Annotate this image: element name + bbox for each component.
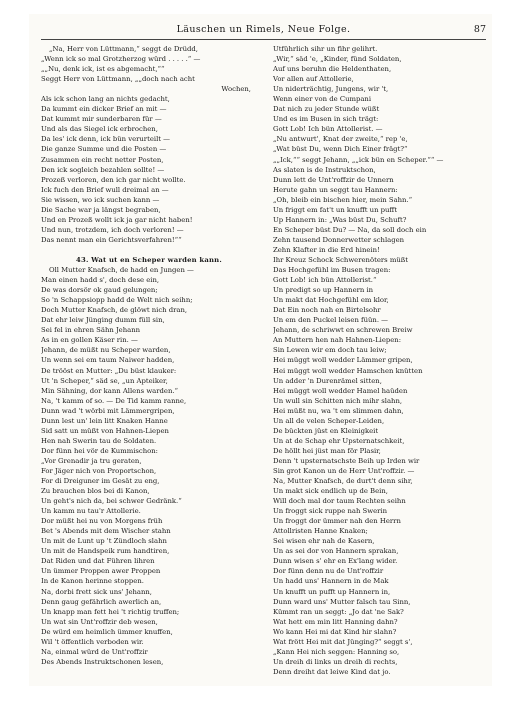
- text-line: Up Hannern in: „Was büst Du, Schuft?: [273, 215, 407, 224]
- text-line: Dor fünn hei vör de Kummischon:: [41, 446, 158, 455]
- text-line: Un dreih di links un dreih di rechts,: [273, 657, 398, 666]
- text-line: Wo kann Hei mi dat Kind hir slahn?: [273, 627, 397, 636]
- text-line: Gott Lob! ich bün Attollerist.“: [273, 276, 377, 285]
- text-line: As in en gollen Käser rin. —: [41, 336, 138, 345]
- text-line: So 'n Schappsiopp hadd de Welt nich seihn;: [41, 296, 193, 305]
- text-line: Dat Riden und dat Führen lihren: [41, 557, 155, 566]
- text-line: „Kann Hei nich seggen: Hanning so,: [273, 647, 400, 656]
- text-line: Das Hochgefühl im Busen tragen:: [273, 266, 391, 275]
- text-line: Un makt sick endlich up de Bein,: [273, 487, 388, 496]
- text-line: Sin Lewen wir em doch tau leiw;: [273, 346, 387, 355]
- text-line: Un knufft un pufft up Hannern in,: [273, 587, 391, 596]
- text-line: Un em den Puckel leisen füün. —: [273, 316, 389, 325]
- text-line: „Nu antwurt', Knat der zweite,“ rep 'e,: [273, 135, 408, 144]
- text-line: Oll Mutter Knafsch, de hadd en Jungen —: [49, 266, 194, 275]
- right-column: [273, 44, 487, 677]
- text-line: „Oh, bleib ein bischen hier, mein Sahn.“: [273, 195, 413, 204]
- text-line: Und en Prozeß wollt ick ja gar nicht haben!: [41, 215, 193, 224]
- text-line: [41, 245, 257, 255]
- running-title: Läuschen un Rimels, Neue Folge.: [176, 24, 351, 35]
- text-line: Ihr Kreuz Schock Schwerenöters müßt: [273, 255, 409, 264]
- text-line: Dat ehr leiw Jünging dumm füll sin,: [41, 316, 165, 325]
- text-line: Dor fünn denn nu de Unt'roffzir: [273, 567, 384, 576]
- text-line: In de Kanon herinne stoppen.: [41, 577, 144, 586]
- text-line: Un adder 'n Durenrämel sitten,: [273, 376, 382, 385]
- text-line: Dat Ein noch nah en Birtelsohr: [273, 306, 381, 315]
- text-line: Un ümmer Proppen awer Proppen: [41, 567, 161, 576]
- text-line: Un kamm nu tau'r Attollerie.: [41, 507, 141, 516]
- text-line: „„Ick,““ seggt Jehann, „„ick bün en Scheper.““ —: [273, 155, 444, 164]
- text-line: Sei wisen ehr nah de Kasern,: [273, 537, 375, 546]
- text-line: Dat nich zu jeder Stunde wüßt: [273, 105, 380, 114]
- text-line: Seggt Herr von Lüttmann, „„doch nach acht: [41, 75, 195, 84]
- text-line: Dunn wisen s' ehr en Ex'lang wider.: [273, 557, 398, 566]
- text-line: „Na, Herr von Lüttmann,“ seggt de Drüdd,: [49, 45, 198, 53]
- text-line: Und als das Siegel ick erbrochen,: [41, 125, 158, 134]
- text-line: „Wenn ick so mal Grotzherzog würd . . . . .“ —: [41, 55, 201, 64]
- text-line: Hen nah Swerin tau de Soldaten.: [41, 436, 157, 445]
- text-line: Dunn lest un' lein litt Knaken Hanne: [41, 416, 168, 425]
- text-line: Jehann, de müßt nu Scheper warden,: [41, 346, 171, 355]
- text-line: Ut 'n Scheper,“ säd se, „un Apteiker,: [41, 376, 168, 385]
- text-line: Ick fuch den Brief wull dreimal an —: [41, 185, 169, 194]
- text-line: Un froggt dor ümmer nah den Herrn: [273, 517, 401, 526]
- text-line: Zusammen ein recht netter Posten,: [41, 155, 164, 164]
- text-line: Na, einmal würd de Unt'roffzir: [41, 647, 148, 656]
- text-line: Kümmt ran un seggt: „Jo dat 'ne Sak?: [273, 607, 404, 616]
- text-line: Will doch mal dor taum Rechten seihn: [273, 497, 406, 506]
- text-line: Da les' ick denn, ick bün verurteilt —: [41, 135, 171, 144]
- text-line: Zehn Klafter in die Erd hinein!: [273, 245, 380, 254]
- text-line: Denn 't upsternatschste Beih up Irden wir: [273, 456, 420, 465]
- poem-heading: 43. Wat ut en Scheper warden kann.: [76, 255, 222, 264]
- text-line: De trööst en Mutter: „Du büst klauker:: [41, 366, 177, 375]
- text-line: Zu brauchen blos bei di Kanon,: [41, 487, 150, 496]
- page-number: 87: [473, 24, 486, 35]
- text-line: Gott Lob! Ich bün Attollerist. —: [273, 125, 383, 134]
- text-line: Na, dorbi frett sick uns' Jehann,: [41, 587, 152, 596]
- text-line: Wat hett em min litt Hanning dahn?: [273, 617, 398, 626]
- text-line: Wil 't öffentlich verboden wir.: [41, 637, 144, 646]
- text-line: Un geht's nich da, bei schwer Gedränk.“: [41, 497, 182, 506]
- text-line: „„Nu, denk ick, ist es abgemacht,““: [41, 65, 165, 74]
- text-line: Die Sache war ja längst begraben,: [41, 205, 161, 214]
- text-line: Und nun, trotzdem, ich doch verloren! —: [41, 225, 184, 234]
- text-line: Un mit de Lunt up 't Zündloch slahn: [41, 537, 167, 546]
- text-line: Un mit de Handspeik rum handtiren,: [41, 547, 170, 556]
- text-line: Un as sei dor von Hannern sprakan,: [273, 547, 399, 556]
- text-line: Als ick schon lang an nichts gedacht,: [41, 95, 170, 104]
- text-line: Zehn tausend Donnerwetter schlagen: [273, 235, 405, 244]
- text-line: Jehann, de schriwwt en schrewen Breiw: [273, 326, 413, 335]
- text-line: Wenn einer von de Cumpani: [273, 95, 372, 104]
- text-line: Prozeß verloren, den ich gar nicht wollte.: [41, 175, 186, 184]
- text-line: Un wat sin Unt'roffzir deb wesen,: [41, 617, 158, 626]
- text-line: „Wir,“ säd 'e, „Kinder, fünd Soldaten,: [273, 55, 402, 64]
- text-line: Na, Mutter Knafsch, de durt't denn sihr,: [273, 477, 413, 486]
- text-line: Un all de velen Scheper-Leiden,: [273, 416, 385, 425]
- text-line: Un makt dat Hochgefühl em klor,: [273, 296, 389, 305]
- text-line: Hei müggt woll wedder Lämmer gripen,: [273, 356, 413, 365]
- text-line: Die ganze Summe und die Posten —: [41, 145, 167, 154]
- text-line: Bet 's Abends mit dem Wischer stahn: [41, 527, 171, 536]
- text-line: En Scheper büst Du? — Na, da soll doch ein: [273, 225, 427, 234]
- text-line: Hei müggt woll wedder Hamel haüden: [273, 386, 408, 395]
- text-line: Wochen,: [221, 85, 251, 94]
- text-line: An Muttern hen nah Hahnen-Liepen:: [273, 336, 402, 345]
- text-line: De was dorsör ok gaud gelungen;: [41, 286, 158, 295]
- text-line: „Wat büst Du, wenn Dich Einer frägt?“: [273, 145, 408, 154]
- text-line: Sid satt un müßt von Hahnen-Liepen: [41, 426, 169, 435]
- text-line: For di Dreiguner im Gesät zu eng,: [41, 477, 160, 486]
- text-line: Doch Mutter Knafsch, de glöwt nich dran,: [41, 306, 188, 315]
- text-line: Auf uns beruhn die Heldenthaten,: [273, 65, 392, 74]
- text-line: Dor müßt hei nu von Morgens früh: [41, 517, 163, 526]
- text-line: Dunn lett de Unt'roffzir de Unnern: [273, 175, 394, 184]
- text-line: Hei müßt nu, wa 't em slimmen dahn,: [273, 406, 404, 415]
- text-line: De würd em heimlich ümmer knuffen,: [41, 627, 173, 636]
- text-line: Na, 't kamm of so. — De Tid kamm ranne,: [41, 396, 187, 405]
- text-line: Dunn wad 't wörbi mit Lämmergripen,: [41, 406, 175, 415]
- text-line: Dat kummt mir sunderbaren für —: [41, 115, 162, 124]
- text-line: Attollristen Hanne Knaken;: [273, 527, 368, 536]
- text-line: Un wenn sei em taum Naiwer hadden,: [41, 356, 175, 365]
- text-line: Sei fel in ehren Sähn Jehann: [41, 326, 141, 335]
- text-line: Un friggt em fat't un knufft un pufft: [273, 205, 398, 214]
- text-line: Denn dreiht dat leiwe Kind dat jo.: [273, 667, 391, 676]
- text-line: Utführlich sihr un fihr gelihrt.: [273, 45, 378, 53]
- text-line: Dunn ward uns' Mutter falsch tau Sinn,: [273, 597, 411, 606]
- text-line: Man einen hadd s', doch dese ein,: [41, 276, 160, 285]
- text-line: As slaten is de Instruktschon,: [273, 165, 376, 174]
- text-line: Den ick sogleich bezahlen sollte! —: [41, 165, 165, 174]
- running-header: [41, 23, 486, 37]
- text-line: Un hadd uns' Hannern in de Mak: [273, 577, 389, 586]
- text-line: Wat frött Hei mit dat Jünging?“ seggt s',: [273, 637, 413, 646]
- text-line: Das nennt man ein Gerichtsverfahren!““: [41, 235, 182, 244]
- text-line: Un wull sin Schitten nich mihr slahn,: [273, 396, 403, 405]
- header-rule: [41, 39, 486, 40]
- text-line: Da kummt ein dicker Brief an mit —: [41, 105, 167, 114]
- text-line: Und es im Busen in sich trägt:: [273, 115, 379, 124]
- text-line: Hei müggt woll wedder Hamschen knütten: [273, 366, 423, 375]
- text-line: Sie wissen, wo ick suchen kann —: [41, 195, 160, 204]
- text-line: Denn gaug gefährlich awerlich an,: [41, 597, 162, 606]
- text-line: Min Sähning, dor kann Allens warden.“: [41, 386, 179, 395]
- text-line: Un niderträchtig, Jungens, wir 't,: [273, 85, 389, 94]
- text-line: Vor allen auf Attollerie,: [273, 75, 354, 84]
- text-line: Herute gahn un seggt tau Hannern:: [273, 185, 398, 194]
- text-line: De bückten jüst en Kleinigkeit: [273, 426, 379, 435]
- text-line: Un at de Schap ehr Upsternatschkeit,: [273, 436, 405, 445]
- text-line: Un predigt so up Hannern in: [273, 286, 374, 295]
- text-line: Des Abends Instruktschonen lesen,: [41, 657, 164, 666]
- book-page: [29, 14, 492, 686]
- text-line: „Vor Grenadir ja tru geraten,: [41, 456, 142, 465]
- text-line: For Jäger nich von Proportschon,: [41, 466, 157, 475]
- text-line: Sin grot Kanon un de Herr Unt'roffzir. —: [273, 466, 415, 475]
- text-line: De höllt hei jüst man för Plasir,: [273, 446, 381, 455]
- left-column: [41, 44, 257, 667]
- text-line: Un knapp man fett hei 't richtig truffen;: [41, 607, 180, 616]
- text-line: Un froggt sick ruppe nah Swerin: [273, 507, 388, 516]
